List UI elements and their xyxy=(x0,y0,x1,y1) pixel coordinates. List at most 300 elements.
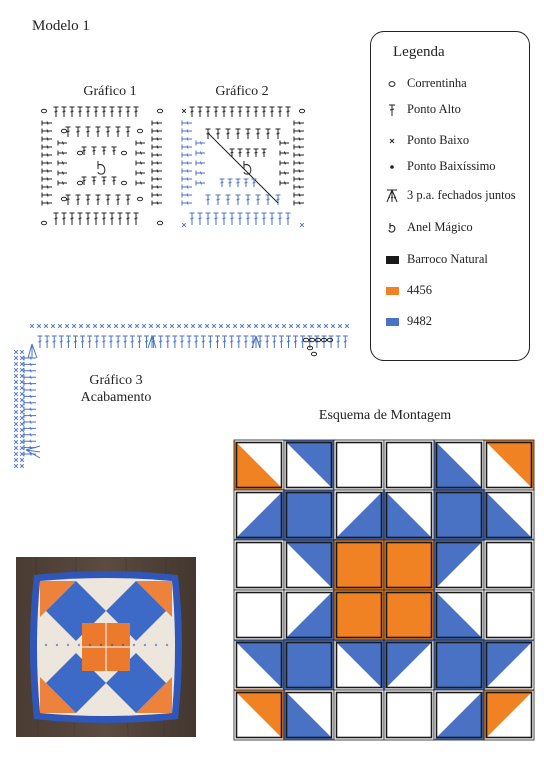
double-crochet-mark xyxy=(80,336,85,348)
stitch-texture-dot xyxy=(78,644,80,646)
double-crochet-mark xyxy=(236,336,241,348)
single-crochet-mark xyxy=(198,324,202,328)
double-crochet-mark xyxy=(24,439,36,444)
stitch-texture-dot xyxy=(56,644,58,646)
double-crochet-mark xyxy=(52,336,57,348)
legend-label: 3 p.a. fechados juntos xyxy=(407,187,516,202)
double-crochet-mark xyxy=(42,153,52,158)
stitch-texture-dot xyxy=(100,644,102,646)
single-crochet-mark xyxy=(100,324,104,328)
double-crochet-mark xyxy=(92,147,97,155)
assembly-tile xyxy=(284,690,334,740)
assembly-tile xyxy=(384,440,434,490)
chain-mark xyxy=(137,129,142,133)
double-crochet-mark xyxy=(278,213,283,225)
double-crochet-mark xyxy=(24,375,36,380)
double-crochet-mark xyxy=(73,336,78,348)
stitch-texture-dot xyxy=(111,644,113,646)
tile-fill xyxy=(284,640,334,690)
single-crochet-mark xyxy=(331,324,335,328)
double-crochet-mark xyxy=(198,213,203,225)
legend-box xyxy=(370,31,530,361)
single-crochet-mark xyxy=(240,324,244,328)
double-crochet-mark xyxy=(126,213,131,225)
assembly-tile xyxy=(434,540,484,590)
assembly-tile xyxy=(284,440,334,490)
double-crochet-mark xyxy=(182,121,192,126)
single-crochet-mark xyxy=(142,324,146,328)
stitch-texture-dot xyxy=(67,644,69,646)
double-crochet-mark xyxy=(110,213,115,225)
double-crochet-mark xyxy=(24,362,36,367)
double-crochet-mark xyxy=(236,129,241,139)
assembly-tile xyxy=(334,590,384,640)
double-crochet-mark xyxy=(59,336,64,348)
double-crochet-mark xyxy=(42,185,52,190)
legend-title: Legenda xyxy=(393,44,445,60)
double-crochet-mark xyxy=(42,169,52,174)
chain-mark xyxy=(121,181,126,185)
chain-mark xyxy=(137,197,142,201)
double-crochet-mark xyxy=(190,107,195,117)
double-crochet-mark xyxy=(194,336,199,348)
double-crochet-mark xyxy=(270,107,275,117)
single-crochet-mark xyxy=(20,416,24,420)
stitch-texture-dot xyxy=(45,644,47,646)
single-crochet-mark xyxy=(14,392,18,396)
double-crochet-mark xyxy=(126,107,131,117)
double-crochet-mark xyxy=(182,161,192,166)
double-crochet-mark xyxy=(280,151,289,156)
double-crochet-mark xyxy=(228,179,233,187)
chain-mark xyxy=(61,129,66,133)
magic-ring-mark xyxy=(98,161,105,174)
single-crochet-mark xyxy=(14,398,18,402)
assembly-title: Esquema de Montagem xyxy=(318,408,452,423)
graph-1-title: Gráfico 1 xyxy=(83,84,137,99)
double-crochet-mark xyxy=(198,107,203,117)
double-crochet-mark xyxy=(265,336,270,348)
assembly-tile xyxy=(484,640,534,690)
double-crochet-mark xyxy=(24,400,36,405)
double-crochet-mark xyxy=(262,149,267,157)
double-crochet-mark xyxy=(256,195,261,205)
double-crochet-mark xyxy=(123,336,128,348)
legend-label: Barroco Natural xyxy=(407,252,488,266)
double-crochet-mark xyxy=(94,213,99,225)
double-crochet-mark xyxy=(66,336,71,348)
double-crochet-mark xyxy=(286,107,291,117)
assembly-tile xyxy=(284,490,334,540)
double-crochet-mark xyxy=(152,153,162,158)
double-crochet-mark xyxy=(70,107,75,117)
single-crochet-mark xyxy=(14,362,18,366)
double-crochet-mark xyxy=(70,213,75,225)
single-crochet-mark xyxy=(20,404,24,408)
single-crochet-mark xyxy=(212,324,216,328)
double-crochet-mark xyxy=(54,213,59,225)
assembly-tile xyxy=(484,540,534,590)
graph-1-chart xyxy=(38,103,166,231)
single-crochet-mark xyxy=(128,324,132,328)
legend-item-slip-stitch xyxy=(383,159,496,174)
double-crochet-mark xyxy=(243,336,248,348)
single-crochet-mark xyxy=(184,324,188,328)
double-crochet-mark xyxy=(196,151,205,156)
double-crochet-mark xyxy=(42,137,52,142)
double-crochet-mark xyxy=(294,161,304,166)
double-crochet-mark xyxy=(158,336,163,348)
single-crochet-mark xyxy=(275,324,279,328)
double-crochet-mark xyxy=(87,336,92,348)
double-crochet-mark xyxy=(196,181,205,186)
stitch-texture-dot xyxy=(155,644,157,646)
double-crochet-mark xyxy=(182,137,192,142)
cluster-icon xyxy=(383,187,401,203)
single-crochet-mark xyxy=(65,324,69,328)
double-crochet-mark xyxy=(42,121,52,126)
single-crochet-mark xyxy=(219,324,223,328)
double-crochet-mark xyxy=(152,169,162,174)
double-crochet-mark xyxy=(286,336,291,348)
assembly-tile xyxy=(384,490,434,540)
tile-fill xyxy=(334,540,384,590)
legend-item-9482 xyxy=(383,314,432,329)
single-crochet-mark xyxy=(14,434,18,438)
double-crochet-mark xyxy=(222,213,227,225)
double-crochet-mark xyxy=(42,201,52,206)
double-crochet-mark xyxy=(78,213,83,225)
double-crochet-mark xyxy=(294,145,304,150)
single-crochet-mark xyxy=(310,324,314,328)
double-crochet-mark xyxy=(230,213,235,225)
double-crochet-mark xyxy=(152,193,162,198)
assembly-tile xyxy=(334,640,384,690)
tile-background xyxy=(484,540,534,590)
double-crochet-mark xyxy=(190,213,195,225)
cluster-mark xyxy=(148,336,156,348)
double-crochet-mark xyxy=(38,336,43,348)
single-crochet-mark xyxy=(58,324,62,328)
single-crochet-mark xyxy=(79,324,83,328)
double-crochet-mark xyxy=(137,336,142,348)
tile-fill xyxy=(284,490,334,540)
single-crochet-mark xyxy=(177,324,181,328)
chain-mark xyxy=(327,338,332,342)
double-crochet-mark xyxy=(215,336,220,348)
single-crochet-mark xyxy=(44,324,48,328)
double-crochet-mark xyxy=(152,121,162,126)
double-crochet-mark xyxy=(294,185,304,190)
double-crochet-mark xyxy=(262,107,267,117)
single-crochet-mark xyxy=(20,356,24,360)
assembly-tile xyxy=(234,640,284,690)
double-crochet-mark xyxy=(54,107,59,117)
double-crochet-mark xyxy=(24,394,36,399)
graph-2-chart xyxy=(178,103,308,231)
single-crochet-icon xyxy=(383,137,401,145)
diagonal-line xyxy=(208,133,278,203)
double-crochet-mark xyxy=(152,145,162,150)
graph-2-title: Gráfico 2 xyxy=(215,84,269,99)
double-crochet-mark xyxy=(294,137,304,142)
assembly-tile xyxy=(334,540,384,590)
single-crochet-mark xyxy=(135,324,139,328)
assembly-tile xyxy=(484,590,534,640)
swatch-orange-fill xyxy=(386,287,399,295)
single-crochet-mark xyxy=(14,446,18,450)
double-crochet-mark xyxy=(278,107,283,117)
double-crochet-mark xyxy=(152,161,162,166)
double-crochet-mark xyxy=(246,213,251,225)
double-crochet-mark xyxy=(214,107,219,117)
double-crochet-mark xyxy=(101,336,106,348)
single-crochet-mark xyxy=(14,368,18,372)
double-crochet-mark xyxy=(45,336,50,348)
single-crochet-mark xyxy=(30,324,34,328)
double-crochet-mark xyxy=(280,141,289,146)
tile-fill xyxy=(434,640,484,690)
double-crochet-mark xyxy=(238,213,243,225)
single-crochet-mark xyxy=(14,350,18,354)
single-crochet-mark xyxy=(163,324,167,328)
tile-background xyxy=(334,440,384,490)
legend-item-barroco-natural xyxy=(383,252,488,267)
double-crochet-mark xyxy=(112,147,117,155)
double-crochet-mark xyxy=(126,127,131,137)
tile-background xyxy=(384,440,434,490)
double-crochet-mark xyxy=(24,381,36,386)
single-crochet-mark xyxy=(20,398,24,402)
single-crochet-mark xyxy=(14,410,18,414)
double-crochet-mark xyxy=(280,181,289,186)
chain-mark xyxy=(311,352,316,356)
double-crochet-mark xyxy=(102,147,107,155)
assembly-tile xyxy=(484,440,534,490)
double-crochet-mark xyxy=(112,177,117,185)
legend-item-cluster xyxy=(383,187,516,203)
single-crochet-mark xyxy=(114,324,118,328)
single-crochet-mark xyxy=(20,434,24,438)
single-crochet-mark xyxy=(20,440,24,444)
assembly-tile xyxy=(384,690,434,740)
double-crochet-mark xyxy=(180,336,185,348)
double-crochet-mark xyxy=(266,129,271,139)
chain-mark xyxy=(41,109,46,113)
double-crochet-mark xyxy=(94,107,99,117)
tile-fill xyxy=(384,540,434,590)
double-crochet-mark xyxy=(118,107,123,117)
double-crochet-mark xyxy=(76,195,81,205)
double-crochet-mark xyxy=(24,432,36,437)
single-crochet-mark xyxy=(233,324,237,328)
double-crochet-mark xyxy=(246,107,251,117)
double-crochet-mark xyxy=(236,195,241,205)
double-crochet-mark xyxy=(182,169,192,174)
single-crochet-mark xyxy=(20,452,24,456)
double-crochet-mark xyxy=(229,336,234,348)
double-crochet-mark xyxy=(24,413,36,418)
double-crochet-mark xyxy=(130,336,135,348)
assembly-tile xyxy=(384,590,434,640)
double-crochet-mark xyxy=(24,407,36,412)
double-crochet-mark xyxy=(62,213,67,225)
single-crochet-mark xyxy=(296,324,300,328)
double-crochet-mark xyxy=(279,336,284,348)
assembly-tile xyxy=(484,490,534,540)
stitch-texture-dot xyxy=(166,644,168,646)
double-crochet-mark xyxy=(152,137,162,142)
double-crochet-mark xyxy=(266,195,271,205)
assembly-tile xyxy=(334,690,384,740)
single-crochet-mark xyxy=(182,223,186,227)
double-crochet-mark xyxy=(254,213,259,225)
double-crochet-mark xyxy=(24,388,36,393)
double-crochet-mark xyxy=(272,336,277,348)
chain-icon xyxy=(383,80,401,88)
double-crochet-mark xyxy=(294,121,304,126)
assembly-tile xyxy=(234,540,284,590)
assembly-tile xyxy=(434,440,484,490)
single-crochet-mark xyxy=(20,458,24,462)
double-crochet-mark xyxy=(109,336,114,348)
single-crochet-mark xyxy=(261,324,265,328)
single-crochet-mark xyxy=(107,324,111,328)
double-crochet-mark xyxy=(226,129,231,139)
double-crochet-mark xyxy=(134,213,139,225)
double-crochet-mark xyxy=(152,129,162,134)
double-crochet-mark xyxy=(172,336,177,348)
double-crochet-mark xyxy=(118,213,123,225)
double-crochet-mark xyxy=(136,161,145,166)
double-crochet-mark xyxy=(206,107,211,117)
graph-3-title-line2: Acabamento xyxy=(80,390,152,405)
assembly-tile xyxy=(434,690,484,740)
double-crochet-mark xyxy=(294,177,304,182)
single-crochet-mark xyxy=(324,324,328,328)
double-crochet-mark xyxy=(276,129,281,139)
double-crochet-mark xyxy=(276,195,281,205)
single-crochet-mark xyxy=(268,324,272,328)
legend-label: Correntinha xyxy=(407,76,467,90)
double-crochet-mark xyxy=(42,161,52,166)
tile-fill xyxy=(334,590,384,640)
cluster-mark xyxy=(28,344,37,358)
double-crochet-mark xyxy=(182,201,192,206)
single-crochet-mark xyxy=(20,380,24,384)
double-crochet-mark xyxy=(294,153,304,158)
single-crochet-mark xyxy=(20,350,24,354)
double-crochet-mark xyxy=(216,195,221,205)
chain-mark xyxy=(303,338,308,342)
assembly-tile xyxy=(434,590,484,640)
double-crochet-mark xyxy=(152,185,162,190)
single-crochet-mark xyxy=(14,440,18,444)
assembly-tile xyxy=(384,640,434,690)
legend-label: Anel Mágico xyxy=(407,220,473,234)
double-crochet-mark xyxy=(86,213,91,225)
double-crochet-mark xyxy=(126,195,131,205)
single-crochet-mark xyxy=(14,422,18,426)
chain-mark xyxy=(41,221,46,225)
single-crochet-mark xyxy=(20,392,24,396)
chain-mark xyxy=(157,109,162,113)
swatch-orange xyxy=(383,287,401,295)
single-crochet-mark xyxy=(226,324,230,328)
double-crochet-mark xyxy=(136,151,145,156)
single-crochet-mark xyxy=(282,324,286,328)
double-crochet-mark xyxy=(94,336,99,348)
double-crochet-mark xyxy=(58,161,67,166)
legend-item-single-crochet xyxy=(383,133,469,148)
assembly-tile xyxy=(484,690,534,740)
double-crochet-mark xyxy=(286,213,291,225)
double-crochet-mark xyxy=(165,336,170,348)
double-crochet-icon xyxy=(383,103,401,117)
single-crochet-mark xyxy=(205,324,209,328)
double-crochet-mark xyxy=(280,171,289,176)
assembly-tile xyxy=(234,690,284,740)
double-crochet-mark xyxy=(116,336,121,348)
legend-item-4456 xyxy=(383,283,432,298)
double-crochet-mark xyxy=(78,107,83,117)
single-crochet-mark xyxy=(20,410,24,414)
double-crochet-mark xyxy=(96,195,101,205)
double-crochet-mark xyxy=(62,107,67,117)
single-crochet-mark xyxy=(303,324,307,328)
single-crochet-mark xyxy=(149,324,153,328)
chain-mark xyxy=(299,109,304,113)
double-crochet-mark xyxy=(76,127,81,137)
double-crochet-mark xyxy=(236,179,241,187)
single-crochet-mark xyxy=(14,356,18,360)
assembly-tile xyxy=(434,640,484,690)
double-crochet-mark xyxy=(58,151,67,156)
chain-mark xyxy=(77,151,82,155)
tile-background xyxy=(484,590,534,640)
chain-mark xyxy=(77,181,82,185)
double-crochet-mark xyxy=(222,107,227,117)
single-crochet-mark xyxy=(86,324,90,328)
double-crochet-mark xyxy=(196,161,205,166)
double-crochet-mark xyxy=(256,129,261,139)
tile-background xyxy=(234,590,284,640)
double-crochet-mark xyxy=(110,107,115,117)
single-crochet-mark xyxy=(338,324,342,328)
legend-label: 4456 xyxy=(407,283,432,297)
double-crochet-mark xyxy=(24,356,36,361)
swatch-blue-fill xyxy=(386,318,399,326)
legend-item-magic-ring xyxy=(383,220,473,235)
stitch-texture-dot xyxy=(89,644,91,646)
graph-3-title-line1: Gráfico 3 xyxy=(89,373,143,388)
assembly-tile xyxy=(234,590,284,640)
double-crochet-mark xyxy=(226,195,231,205)
single-crochet-mark xyxy=(37,324,41,328)
double-crochet-mark xyxy=(42,193,52,198)
double-crochet-mark xyxy=(58,171,67,176)
single-crochet-mark xyxy=(20,446,24,450)
stitch-texture-dot xyxy=(144,644,146,646)
graph-3-title xyxy=(66,372,166,406)
single-crochet-mark xyxy=(156,324,160,328)
double-crochet-mark xyxy=(106,195,111,205)
assembly-tile xyxy=(234,440,284,490)
single-crochet-mark xyxy=(20,362,24,366)
legend-label: Ponto Alto xyxy=(407,102,461,116)
legend-item-chain xyxy=(383,76,467,91)
chain-mark xyxy=(157,221,162,225)
